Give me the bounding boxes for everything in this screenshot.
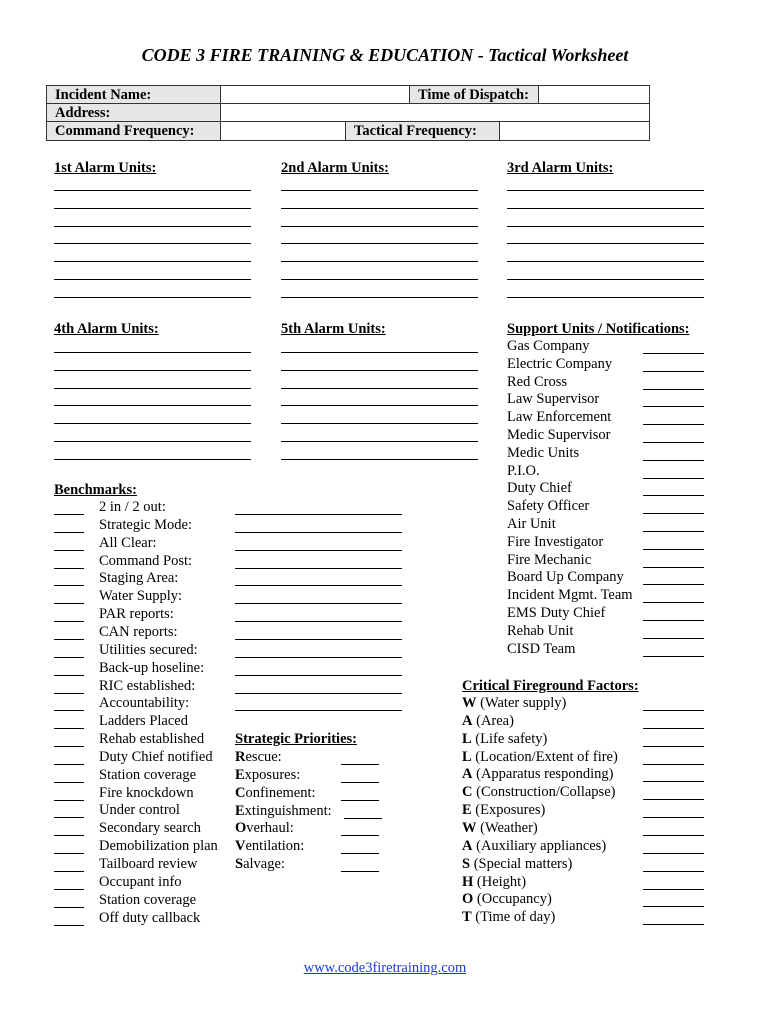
support-unit-blank[interactable] [643, 478, 704, 479]
benchmark-check-blank[interactable] [54, 568, 84, 569]
alarm-unit-line[interactable] [507, 226, 704, 227]
command-frequency-field[interactable] [220, 121, 346, 141]
factor-initial: L [462, 748, 472, 765]
benchmark-label: Demobilization plan [99, 838, 218, 855]
alarm-unit-line[interactable] [507, 297, 704, 298]
support-unit-label: Safety Officer [507, 498, 590, 515]
critical-factor-label [462, 695, 566, 712]
alarm-unit-line[interactable] [54, 388, 251, 389]
strategic-priority-blank[interactable] [341, 871, 379, 872]
time-of-dispatch-label: Time of Dispatch: [409, 85, 539, 104]
alarm-unit-line[interactable] [54, 243, 251, 244]
alarm-unit-line[interactable] [54, 190, 251, 191]
benchmark-label: 2 in / 2 out: [99, 499, 166, 515]
factor-rest: (Special matters) [470, 855, 573, 872]
factor-initial: H [462, 873, 474, 890]
benchmark-label: Rehab established [99, 731, 205, 748]
benchmark-label: Off duty callback [99, 909, 201, 926]
strategic-priority-blank[interactable] [341, 764, 379, 765]
benchmark-time-blank[interactable] [235, 621, 402, 622]
benchmark-check-blank[interactable] [54, 639, 84, 640]
critical-factor-blank[interactable] [643, 835, 704, 836]
critical-factor-blank[interactable] [643, 924, 704, 925]
critical-factor-blank[interactable] [643, 710, 704, 711]
critical-factor-blank[interactable] [643, 853, 704, 854]
benchmark-label: Tailboard review [99, 856, 198, 872]
benchmark-label: PAR reports: [99, 606, 174, 623]
support-unit-blank[interactable] [643, 584, 704, 585]
benchmark-check-blank[interactable] [54, 550, 84, 551]
support-unit-label: Rehab Unit [507, 622, 574, 639]
strategic-priority-label [235, 820, 294, 837]
benchmark-check-blank[interactable] [54, 746, 84, 747]
support-unit-blank[interactable] [643, 495, 704, 496]
factor-initial: W [462, 695, 477, 711]
website-link[interactable]: www.code3firetraining.com [303, 960, 467, 976]
support-unit-label: Electric Company [507, 355, 613, 372]
benchmark-label: Strategic Mode: [99, 516, 193, 533]
benchmark-time-blank[interactable] [235, 532, 402, 533]
support-unit-blank[interactable] [643, 353, 704, 354]
support-unit-blank[interactable] [643, 549, 704, 550]
benchmark-check-blank[interactable] [54, 514, 84, 515]
critical-factor-label [462, 856, 572, 873]
alarm-unit-line[interactable] [281, 226, 478, 227]
factor-rest: (Auxiliary appliances) [472, 837, 607, 854]
support-unit-blank[interactable] [643, 567, 704, 568]
alarm-unit-line[interactable] [281, 208, 478, 209]
benchmark-label: Secondary search [99, 820, 201, 837]
factor-rest: (Water supply) [476, 695, 567, 711]
benchmark-label: All Clear: [99, 534, 157, 551]
alarm-unit-line[interactable] [54, 370, 251, 371]
critical-factor-label [462, 891, 552, 908]
factor-initial: O [462, 891, 474, 908]
critical-factor-blank[interactable] [643, 764, 704, 765]
alarm-unit-line[interactable] [281, 297, 478, 298]
alarm-unit-line[interactable] [281, 459, 478, 460]
strategic-priority-label [235, 785, 316, 802]
benchmark-time-blank[interactable] [235, 639, 402, 640]
support-unit-label: Medic Supervisor [507, 427, 611, 443]
alarm-unit-line[interactable] [54, 352, 251, 353]
alarm-unit-line[interactable] [54, 423, 251, 424]
support-unit-label: Fire Investigator [507, 533, 604, 550]
first-alarm-heading: 1st Alarm Units: [54, 160, 157, 176]
factor-initial: A [462, 766, 473, 783]
alarm-unit-line[interactable] [54, 405, 251, 406]
support-unit-blank[interactable] [643, 638, 704, 639]
alarm-unit-line[interactable] [54, 297, 251, 298]
benchmark-check-blank[interactable] [54, 871, 84, 872]
strategic-priority-label [235, 856, 285, 873]
alarm-unit-line[interactable] [281, 190, 478, 191]
strategic-priority-label [235, 749, 282, 766]
support-unit-blank[interactable] [643, 513, 704, 514]
benchmark-check-blank[interactable] [54, 782, 84, 783]
strategic-priority-label [235, 767, 300, 784]
benchmark-label: Station coverage [99, 891, 197, 908]
critical-factor-blank[interactable] [643, 871, 704, 872]
critical-factor-blank[interactable] [643, 817, 704, 818]
support-unit-label: Incident Mgmt. Team [507, 587, 633, 604]
alarm-unit-line[interactable] [281, 370, 478, 371]
benchmark-label: RIC established: [99, 677, 196, 694]
benchmark-check-blank[interactable] [54, 853, 84, 854]
alarm-unit-line[interactable] [507, 261, 704, 262]
alarm-unit-line[interactable] [54, 261, 251, 262]
priority-initial: E [235, 766, 245, 783]
factor-rest: (Apparatus responding) [472, 766, 614, 783]
factor-rest: (Weather) [476, 819, 538, 836]
benchmarks-heading: Benchmarks: [54, 482, 137, 498]
benchmark-check-blank[interactable] [54, 657, 84, 658]
address-field[interactable] [220, 103, 650, 122]
benchmark-label: Staging Area: [99, 570, 179, 587]
priority-initial: C [235, 784, 246, 801]
factor-rest: (Occupancy) [473, 891, 552, 908]
benchmark-label: Under control [99, 802, 180, 819]
benchmark-check-blank[interactable] [54, 585, 84, 586]
incident-header-table [46, 85, 650, 141]
critical-factors-heading: Critical Fireground Factors: [462, 678, 639, 694]
benchmark-check-blank[interactable] [54, 907, 84, 908]
benchmark-check-blank[interactable] [54, 603, 84, 604]
benchmark-check-blank[interactable] [54, 817, 84, 818]
strategic-priority-label [235, 803, 332, 820]
support-unit-label: Law Enforcement [507, 409, 612, 426]
benchmark-label: Fire knockdown [99, 784, 194, 801]
alarm-unit-line[interactable] [507, 243, 704, 244]
support-unit-label: Fire Mechanic [507, 551, 592, 568]
benchmark-time-blank[interactable] [235, 657, 402, 658]
critical-factor-label [462, 802, 545, 819]
strategic-priority-blank[interactable] [344, 818, 382, 819]
support-unit-label: P.I.O. [507, 462, 540, 479]
benchmark-check-blank[interactable] [54, 728, 84, 729]
benchmark-time-blank[interactable] [235, 693, 402, 694]
priority-initial: O [235, 820, 247, 837]
support-unit-blank[interactable] [643, 602, 704, 603]
support-unit-blank[interactable] [643, 424, 704, 425]
benchmark-label: Back-up hoseline: [99, 659, 205, 676]
factor-initial: W [462, 819, 477, 836]
support-unit-label: Gas Company [507, 338, 590, 354]
second-alarm-heading: 2nd Alarm Units: [281, 160, 389, 176]
benchmark-check-blank[interactable] [54, 889, 84, 890]
strategic-priority-blank[interactable] [341, 800, 379, 801]
alarm-unit-line[interactable] [281, 441, 478, 442]
benchmark-label: CAN reports: [99, 623, 178, 640]
critical-factor-blank[interactable] [643, 728, 704, 729]
strategic-priority-blank[interactable] [341, 853, 379, 854]
benchmark-label: Accountability: [99, 695, 190, 712]
factor-initial: S [462, 855, 471, 872]
benchmark-check-blank[interactable] [54, 800, 84, 801]
critical-factor-label [462, 766, 613, 783]
benchmark-check-blank[interactable] [54, 764, 84, 765]
support-unit-label: Duty Chief [507, 480, 572, 497]
priority-rest: verhaul: [246, 820, 294, 837]
support-unit-blank[interactable] [643, 620, 704, 621]
benchmark-time-blank[interactable] [235, 585, 402, 586]
factor-rest: (Height) [473, 873, 527, 890]
support-unit-blank[interactable] [643, 531, 704, 532]
alarm-unit-line[interactable] [507, 190, 704, 191]
factor-initial: E [462, 802, 472, 819]
alarm-unit-line[interactable] [54, 208, 251, 209]
alarm-unit-line[interactable] [281, 388, 478, 389]
support-unit-label: Medic Units [507, 444, 580, 461]
benchmark-time-blank[interactable] [235, 568, 402, 569]
benchmark-check-blank[interactable] [54, 693, 84, 694]
critical-factor-label [462, 909, 555, 926]
alarm-unit-line[interactable] [281, 405, 478, 406]
alarm-unit-line[interactable] [281, 243, 478, 244]
critical-factor-blank[interactable] [643, 889, 704, 890]
support-unit-blank[interactable] [643, 656, 704, 657]
benchmark-label: Ladders Placed [99, 713, 188, 730]
support-unit-label: Law Supervisor [507, 391, 600, 408]
priority-rest: entilation: [245, 838, 305, 855]
priority-initial: E [235, 802, 245, 819]
priority-rest: alvage: [243, 856, 285, 873]
critical-factor-label [462, 874, 526, 891]
benchmark-label: Duty Chief notified [99, 748, 213, 765]
benchmark-check-blank[interactable] [54, 925, 84, 926]
benchmark-time-blank[interactable] [235, 675, 402, 676]
support-unit-blank[interactable] [643, 389, 704, 390]
page-title: CODE 3 FIRE TRAINING & EDUCATION - Tactical Worksheet [141, 45, 629, 65]
priority-initial: V [235, 838, 246, 855]
critical-factor-label [462, 820, 538, 837]
factor-initial: L [462, 730, 472, 747]
incident-name-label: Incident Name: [46, 85, 221, 104]
alarm-unit-line[interactable] [54, 226, 251, 227]
priority-initial: S [235, 856, 244, 873]
strategic-priority-blank[interactable] [341, 782, 379, 783]
benchmark-label: Station coverage [99, 766, 197, 783]
factor-rest: (Time of day) [471, 909, 556, 926]
benchmark-check-blank[interactable] [54, 621, 84, 622]
support-unit-label: EMS Duty Chief [507, 605, 606, 621]
alarm-unit-line[interactable] [281, 279, 478, 280]
support-unit-blank[interactable] [643, 406, 704, 407]
incident-name-field[interactable] [220, 85, 410, 104]
critical-factor-label [462, 713, 514, 730]
alarm-unit-line[interactable] [54, 459, 251, 460]
support-units-heading: Support Units / Notifications: [507, 321, 690, 337]
alarm-unit-line[interactable] [281, 352, 478, 353]
support-unit-blank[interactable] [643, 442, 704, 443]
factor-rest: (Exposures) [471, 802, 546, 819]
benchmark-check-blank[interactable] [54, 532, 84, 533]
address-label: Address: [46, 103, 221, 122]
support-unit-label: Board Up Company [507, 569, 624, 586]
benchmark-label: Utilities secured: [99, 641, 198, 658]
support-unit-label: Red Cross [507, 373, 568, 390]
critical-factor-blank[interactable] [643, 906, 704, 907]
critical-factor-label [462, 784, 615, 801]
factor-initial: A [462, 712, 473, 729]
third-alarm-heading: 3rd Alarm Units: [507, 160, 614, 176]
priority-initial: R [235, 749, 246, 765]
alarm-unit-line[interactable] [54, 441, 251, 442]
benchmark-time-blank[interactable] [235, 603, 402, 604]
critical-factor-label [462, 838, 606, 855]
factor-initial: T [462, 909, 472, 926]
support-unit-label: CISD Team [507, 640, 576, 657]
priority-rest: onfinement: [245, 784, 316, 801]
critical-factor-blank[interactable] [643, 746, 704, 747]
alarm-unit-line[interactable] [281, 261, 478, 262]
critical-factor-label [462, 731, 547, 748]
benchmark-time-blank[interactable] [235, 550, 402, 551]
priority-rest: escue: [245, 749, 282, 765]
benchmark-check-blank[interactable] [54, 835, 84, 836]
benchmark-time-blank[interactable] [235, 514, 402, 515]
alarm-unit-line[interactable] [281, 423, 478, 424]
strategic-priority-label [235, 838, 304, 855]
factor-initial: C [462, 784, 473, 801]
benchmark-label: Water Supply: [99, 588, 182, 605]
benchmark-label: Occupant info [99, 873, 182, 890]
priority-rest: xtinguishment: [244, 802, 332, 819]
factor-rest: (Location/Extent of fire) [471, 748, 618, 765]
factor-rest: (Construction/Collapse) [472, 784, 616, 801]
fifth-alarm-heading: 5th Alarm Units: [281, 321, 386, 337]
strategic-priorities-heading: Strategic Priorities: [235, 731, 357, 747]
support-unit-blank[interactable] [643, 460, 704, 461]
tactical-frequency-field[interactable] [499, 121, 650, 141]
factor-rest: (Area) [472, 712, 514, 729]
alarm-unit-line[interactable] [507, 279, 704, 280]
critical-factor-label [462, 749, 618, 766]
alarm-unit-line[interactable] [54, 279, 251, 280]
alarm-unit-line[interactable] [507, 208, 704, 209]
factor-initial: A [462, 837, 473, 854]
support-unit-label: Air Unit [507, 516, 556, 532]
time-of-dispatch-field[interactable] [538, 85, 650, 104]
priority-rest: xposures: [244, 766, 301, 783]
fourth-alarm-heading: 4th Alarm Units: [54, 321, 159, 337]
benchmark-check-blank[interactable] [54, 675, 84, 676]
critical-factor-blank[interactable] [643, 799, 704, 800]
benchmark-label: Command Post: [99, 552, 193, 569]
benchmark-time-blank[interactable] [235, 710, 402, 711]
factor-rest: (Life safety) [471, 730, 548, 747]
support-unit-blank[interactable] [643, 371, 704, 372]
tactical-frequency-label: Tactical Frequency: [345, 121, 500, 141]
strategic-priority-blank[interactable] [341, 835, 379, 836]
command-frequency-label: Command Frequency: [46, 121, 221, 141]
benchmark-check-blank[interactable] [54, 710, 84, 711]
critical-factor-blank[interactable] [643, 781, 704, 782]
